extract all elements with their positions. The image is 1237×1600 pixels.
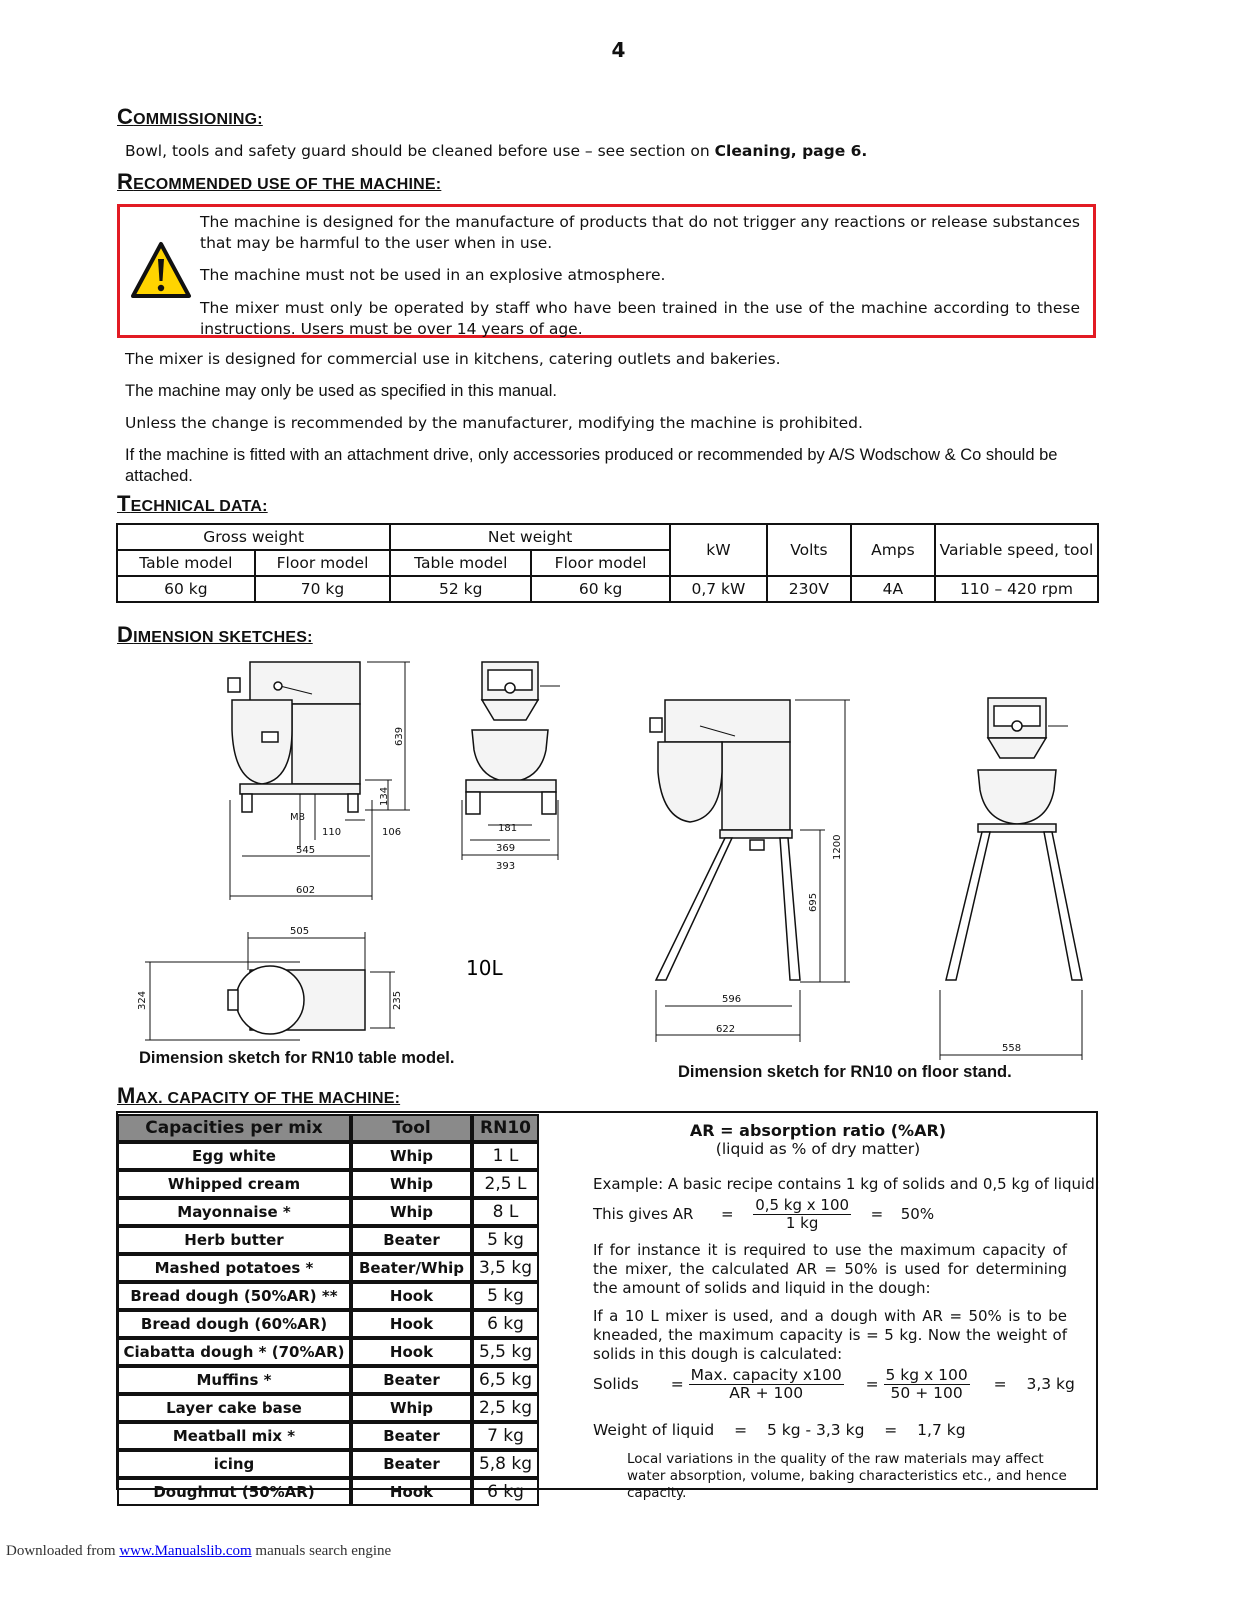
table-cell: 60 kg: [531, 576, 670, 602]
table-row: [117, 1338, 539, 1366]
tool-cell: Hook: [351, 1310, 472, 1338]
dimension-label: 106: [382, 827, 402, 838]
product-cell: Whipped cream: [117, 1170, 351, 1198]
dimension-label: M8: [290, 812, 305, 823]
capacity-cell: 5,8 kg: [472, 1450, 539, 1478]
ar-subtitle: (liquid as % of dry matter): [715, 1140, 921, 1158]
page-number: 4: [611, 38, 626, 62]
product-cell: Egg white: [117, 1142, 351, 1170]
dimension-sketch-figure: [120, 650, 1100, 1070]
table-cell: 0,7 kW: [670, 576, 767, 602]
capacity-cell: 5 kg: [472, 1226, 539, 1254]
dimension-label: 505: [290, 926, 310, 937]
product-cell: Mayonnaise *: [117, 1198, 351, 1226]
commissioning-text: Bowl, tools and safety guard should be cleaned before use – see section on Cleaning, page 6.: [125, 142, 868, 160]
dimension-label: 602: [296, 885, 316, 896]
capacity-table: [117, 1114, 539, 1506]
warning-text-1: The machine is designed for the manufacture of products that do not trigger any reactions or release substances that may be harmful to the user when in use.: [200, 213, 1080, 252]
table-model-front-view: [462, 662, 560, 872]
capacity-cell: 6 kg: [472, 1478, 539, 1506]
dimension-label: 622: [716, 1024, 736, 1035]
capacity-cell: 7 kg: [472, 1422, 539, 1450]
table-row: [117, 1282, 539, 1310]
tool-cell: Beater: [351, 1450, 472, 1478]
usage-paragraph: The mixer is designed for commercial use in kitchens, catering outlets and bakeries.: [125, 350, 781, 368]
caption-floor-model: Dimension sketch for RN10 on floor stand.: [678, 1063, 1012, 1081]
dimension-label: 369: [496, 843, 516, 854]
usage-paragraph: If the machine is fitted with an attachment drive, only accessories produced or recommended by A/S Wodschow & Co should be attached.: [125, 446, 1058, 485]
floor-stand-side-view: [650, 700, 850, 1042]
warning-text-2: The machine must not be used in an explosive atmosphere.: [200, 266, 666, 284]
table-model-header: Table model: [390, 550, 531, 576]
tool-cell: Whip: [351, 1394, 472, 1422]
technical-heading: TECHNICAL DATA:: [117, 491, 268, 516]
capacity-heading: MAX. CAPACITY OF THE MACHINE:: [117, 1083, 401, 1108]
cleaning-reference: Cleaning, page 6.: [714, 142, 868, 160]
gross-weight-header: Gross weight: [117, 524, 390, 550]
table-cell: 230V: [767, 576, 851, 602]
table-cell: 110 – 420 rpm: [935, 576, 1098, 602]
tool-cell: Beater: [351, 1226, 472, 1254]
table-row: [117, 1478, 539, 1506]
ar-paragraph: If for instance it is required to use the maximum capacity of the mixer, the calculated AR = 50% is used for determining the amount of solids and liquid in the dough:: [593, 1241, 1067, 1297]
table-cell: 70 kg: [255, 576, 391, 602]
dimension-label: 134: [379, 786, 390, 806]
tool-cell: Hook: [351, 1282, 472, 1310]
dimension-label: 639: [394, 726, 405, 746]
kw-header: kW: [670, 524, 767, 576]
capacity-cell: 2,5 kg: [472, 1394, 539, 1422]
table-row: [117, 1170, 539, 1198]
product-cell: icing: [117, 1450, 351, 1478]
table-cell: 60 kg: [117, 576, 255, 602]
floor-stand-front-view: [940, 698, 1082, 1060]
dimension-label: 695: [808, 892, 819, 912]
table-row: [117, 1142, 539, 1170]
warning-text-3: The mixer must only be operated by staff who have been trained in the use of the machine according to these instructions. Users must be over 14 years of age.: [200, 299, 1080, 338]
warning-triangle-icon: [130, 241, 192, 299]
table-row: [117, 1366, 539, 1394]
capacity-cell: 5,5 kg: [472, 1338, 539, 1366]
table-model-top-view: [137, 926, 403, 1040]
tool-cell: Beater: [351, 1366, 472, 1394]
tool-cell: Beater/Whip: [351, 1254, 472, 1282]
product-cell: Herb butter: [117, 1226, 351, 1254]
tool-cell: Hook: [351, 1338, 472, 1366]
volts-header: Volts: [767, 524, 851, 576]
table-row: [117, 1450, 539, 1478]
model-label: 10L: [466, 956, 503, 980]
tool-cell: Whip: [351, 1170, 472, 1198]
ar-title: AR = absorption ratio (%AR): [689, 1121, 947, 1140]
product-cell: Meatball mix *: [117, 1422, 351, 1450]
capacity-cell: 6,5 kg: [472, 1366, 539, 1394]
table-row: [117, 1394, 539, 1422]
capacity-cell: 8 L: [472, 1198, 539, 1226]
capacity-cell: 5 kg: [472, 1282, 539, 1310]
product-cell: Bread dough (50%AR) **: [117, 1282, 351, 1310]
product-cell: Muffins *: [117, 1366, 351, 1394]
table-row: [117, 1226, 539, 1254]
net-weight-header: Net weight: [390, 524, 670, 550]
dimension-label: 393: [496, 861, 516, 872]
table-row: [117, 1422, 539, 1450]
dimension-label: 235: [392, 990, 403, 1010]
ar-gives-formula: This gives AR = $\frac{\text{0,5 kg x 100}}{1 kg}$ = 50%: [593, 1196, 935, 1232]
floor-model-header: Floor model: [255, 550, 391, 576]
tool-cell: Hook: [351, 1478, 472, 1506]
capacity-cell: 1 L: [472, 1142, 539, 1170]
table-cell: 4A: [851, 576, 935, 602]
dimension-label: 545: [296, 845, 316, 856]
tool-cell: Whip: [351, 1198, 472, 1226]
dimension-label: 181: [498, 823, 518, 834]
dimensions-heading: DIMENSION SKETCHES:: [117, 622, 313, 647]
table-row: [117, 1254, 539, 1282]
dimension-label: 324: [137, 990, 148, 1010]
recommended-heading: RECOMMENDED USE OF THE MACHINE:: [117, 169, 442, 194]
dimension-label: 1200: [832, 834, 843, 860]
usage-paragraph: The machine may only be used as specified in this manual.: [125, 382, 557, 400]
table-model-side-view: [228, 662, 410, 900]
capacity-cell: 2,5 L: [472, 1170, 539, 1198]
absorption-ratio-panel: [540, 1113, 1096, 1158]
floor-model-header: Floor model: [531, 550, 670, 576]
warning-box: [117, 204, 1096, 338]
product-cell: Ciabatta dough * (70%AR): [117, 1338, 351, 1366]
technical-data-table: [116, 523, 1099, 603]
product-cell: Bread dough (60%AR): [117, 1310, 351, 1338]
capacity-cell: 6 kg: [472, 1310, 539, 1338]
column-header: Tool: [351, 1114, 472, 1142]
ar-note: Local variations in the quality of the raw materials may affect water absorption, volume, baking characteristics etc., and hence capacity.: [627, 1451, 1067, 1501]
dimension-label: 110: [322, 827, 342, 838]
footer: Downloaded from www.Manualslib.com manuals search engine: [6, 1543, 392, 1559]
product-cell: Doughnut (50%AR): [117, 1478, 351, 1506]
table-model-header: Table model: [117, 550, 255, 576]
table-row: [117, 1310, 539, 1338]
variable-speed-header: Variable speed, tool: [935, 524, 1098, 576]
product-cell: Mashed potatoes *: [117, 1254, 351, 1282]
table-row: [117, 1198, 539, 1226]
solids-formula: Solids = $\frac{\text{Max. capacity x100}}{AR + 100}$ = $\frac{\text{5 kg x 100}}{50 + 100}$ = 3,3 kg: [593, 1366, 1075, 1402]
commissioning-heading: COMMISSIONING:: [117, 104, 263, 129]
dimension-label: 596: [722, 994, 742, 1005]
table-cell: 52 kg: [390, 576, 531, 602]
dimension-label: 558: [1002, 1043, 1022, 1054]
column-header: RN10: [472, 1114, 539, 1142]
product-cell: Layer cake base: [117, 1394, 351, 1422]
liquid-formula: Weight of liquid = 5 kg - 3,3 kg = 1,7 kg: [593, 1421, 966, 1439]
manualslib-link[interactable]: www.Manualslib.com: [119, 1543, 252, 1559]
ar-example: Example: A basic recipe contains 1 kg of solids and 0,5 kg of liquid:: [593, 1175, 1100, 1193]
tool-cell: Beater: [351, 1422, 472, 1450]
ar-paragraph: If a 10 L mixer is used, and a dough with AR = 50% is to be kneaded, the maximum capacity is = 5 kg. Now the weight of solids in this dough is calculated:: [593, 1307, 1067, 1363]
tool-cell: Whip: [351, 1142, 472, 1170]
column-header: Capacities per mix: [117, 1114, 351, 1142]
usage-paragraph: Unless the change is recommended by the manufacturer, modifying the machine is prohibited.: [125, 414, 863, 432]
caption-table-model: Dimension sketch for RN10 table model.: [139, 1049, 455, 1067]
amps-header: Amps: [851, 524, 935, 576]
capacity-cell: 3,5 kg: [472, 1254, 539, 1282]
